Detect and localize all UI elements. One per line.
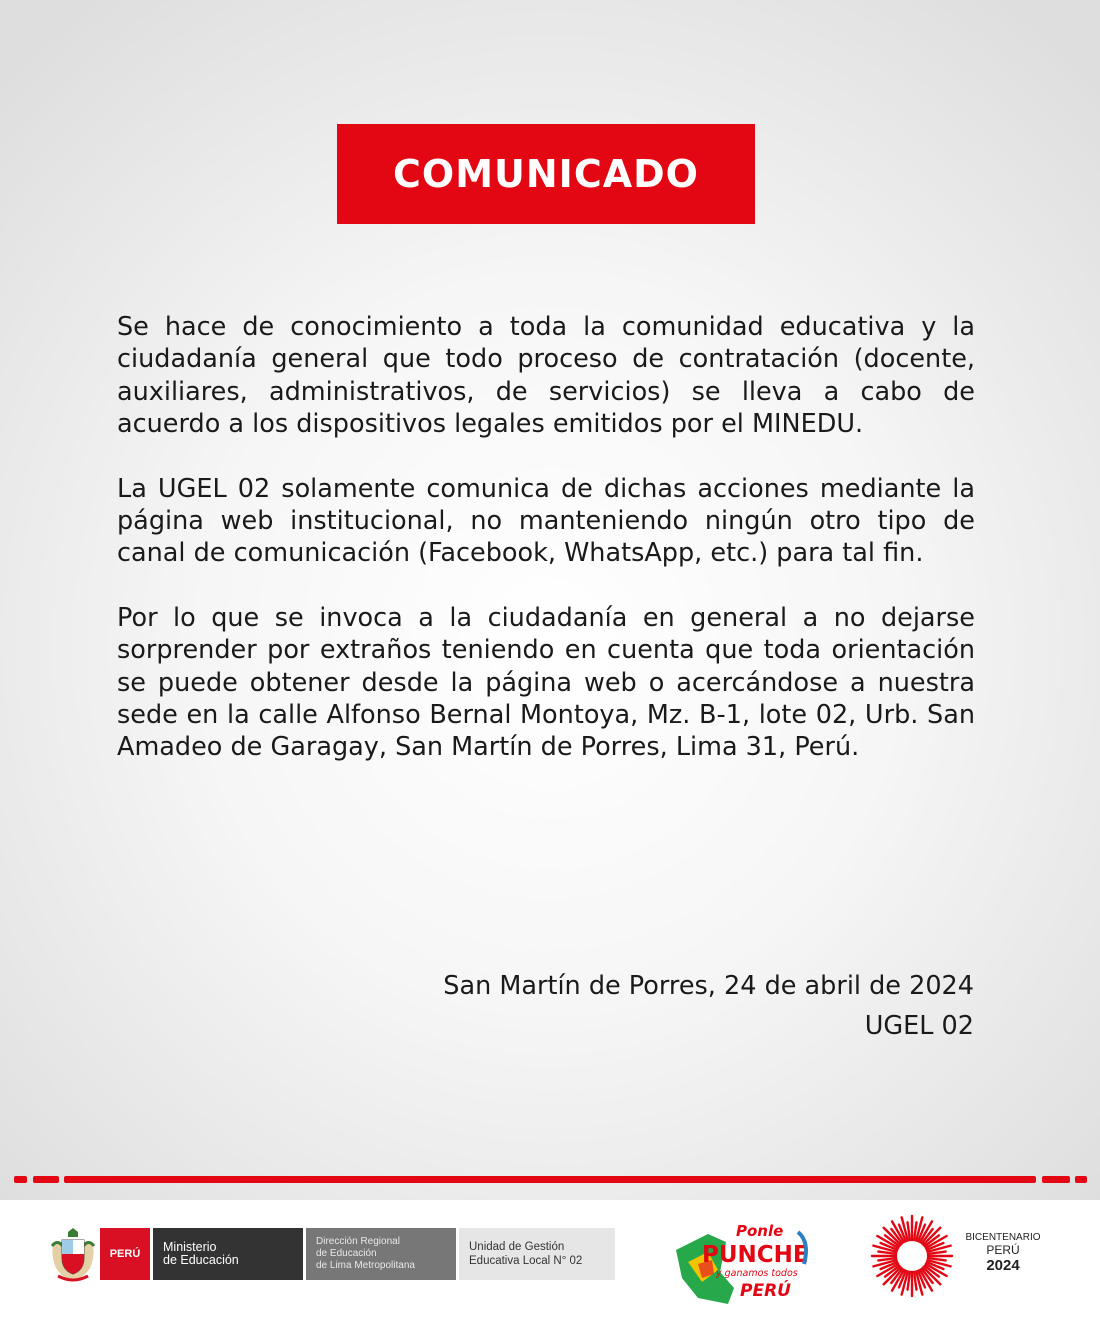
ponle-punche-logo [668,1212,820,1308]
signature-block [443,966,974,1046]
dre-label: Dirección Regional de Educación de Lima Metropolitana [306,1228,456,1280]
footer-divider [0,1176,1100,1184]
svg-text:y ganamos todos: y ganamos todos [716,1268,798,1279]
svg-text:Ponle: Ponle [736,1222,784,1240]
minedu-logo-bar [48,1228,615,1282]
footer [0,1200,1100,1341]
bicentenario-logo [870,1214,1050,1300]
ministry-label: Ministerio de Educación [153,1228,303,1280]
signer: UGEL 02 [864,1011,974,1041]
svg-text:PERÚ: PERÚ [740,1281,791,1301]
paragraph-1: Se hace de conocimiento a toda la comunidad educativa y la ciudadanía general que todo proceso de contratación (docente, auxiliares, administrativos, de servicios) se lleva a cabo de acuerdo a los dispositivos legales emitidos por el MINEDU. [117,312,975,440]
page-title: COMUNICADO [393,152,699,196]
bicentenario-country: PERÚ [986,1243,1020,1257]
comunicado-banner [337,124,755,224]
announcement-body [117,311,975,796]
ugel-label: Unidad de Gestión Educativa Local N° 02 [459,1228,615,1280]
sunburst-icon [870,1214,954,1298]
bicentenario-year: 2024 [986,1257,1020,1274]
peru-label-box: PERÚ [100,1228,150,1280]
paragraph-2: La UGEL 02 solamente comunica de dichas acciones mediante la página web institucional, no manteniendo ningún otro tipo de canal de comunicación (Facebook, WhatsApp, etc.) para tal fin. [117,473,975,569]
place-date: San Martín de Porres, 24 de abril de 2024 [443,971,974,1001]
svg-text:PUNCHE: PUNCHE [702,1242,809,1268]
paragraph-3: Por lo que se invoca a la ciudadanía en general a no dejarse sorprender por extraños teniendo en cuenta que toda orientación se puede obtener desde la página web o acercándose a nuestra sede en la calle Alfonso Bernal Montoya, Mz. B-1, lote 02, Urb. San Amadeo de Garagay, San Martín de Porres, Lima 31, Perú. [117,602,975,763]
coat-of-arms-icon [48,1228,98,1282]
bicentenario-label: BICENTENARIO [965,1232,1041,1243]
